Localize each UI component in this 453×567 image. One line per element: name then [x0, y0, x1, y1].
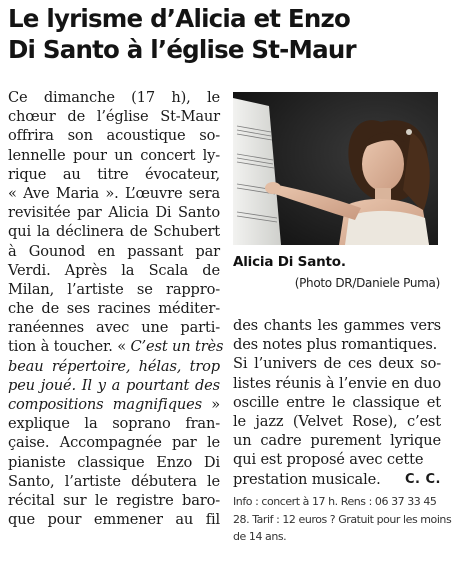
- article-body-left-column: [8, 88, 224, 529]
- article-headline: [8, 3, 448, 65]
- body-line: çaise. Accompagnée par le: [8, 434, 220, 452]
- body-line: des notes plus romantiques.: [233, 336, 438, 354]
- info-line: Info : concert à 17 h. Rens : 06 37 33 45: [233, 495, 437, 508]
- article-photo: [233, 92, 438, 245]
- body-line: « Ave Maria ». L’œuvre sera: [8, 184, 220, 202]
- photo-credit: (Photo DR/Daniele Puma): [294, 276, 440, 290]
- body-line: récital sur le registre baro-: [8, 491, 220, 509]
- quote-text: C’est un très: [130, 338, 224, 356]
- quote-text: compositions magnifiques: [8, 396, 202, 413]
- info-line: de 14 ans.: [233, 530, 287, 543]
- body-line: rique au titre évocateur,: [8, 165, 220, 183]
- body-line: le jazz (Velvet Rose), c’est: [233, 412, 441, 430]
- body-line: explique la soprano fran-: [8, 415, 220, 433]
- body-line: Verdi. Après la Scala de: [8, 261, 220, 279]
- body-text: prestation musicale.: [233, 470, 381, 488]
- event-info: [233, 493, 452, 546]
- body-line: oscille entre le classique et: [233, 393, 441, 411]
- body-line: des chants les gammes vers: [233, 317, 441, 334]
- body-line-final: [233, 470, 441, 489]
- headline-line-2: Di Santo à l’église St-Maur: [8, 35, 356, 64]
- photo-caption-name: Alicia Di Santo.: [233, 254, 346, 270]
- article-body-right-column: [233, 316, 441, 489]
- quote-open: tion à toucher. «: [8, 338, 131, 356]
- body-line: Milan, l’artiste se rappro-: [8, 280, 220, 298]
- body-line: lennelle pour un concert ly-: [8, 146, 220, 164]
- body-line: listes réunis à l’envie en duo: [233, 374, 441, 392]
- quote-text: peu joué. Il y a pourtant des: [8, 376, 220, 394]
- headline-line-1: Le lyrisme d’Alicia et Enzo: [8, 4, 350, 33]
- body-line-quote: [8, 376, 220, 395]
- body-line-quote-end: [8, 395, 220, 414]
- quote-close: »: [201, 396, 220, 413]
- body-line: pianiste classique Enzo Di: [8, 453, 220, 471]
- body-line: qui la déclinera de Schubert: [8, 223, 220, 241]
- body-line-quote: [8, 357, 220, 376]
- body-line: offrira son acoustique so-: [8, 127, 220, 145]
- body-line: Si l’univers de ces deux so-: [233, 355, 441, 373]
- author-signature: C. C.: [405, 471, 441, 487]
- body-line: à Gounod en passant par: [8, 242, 220, 260]
- body-line: Ce dimanche (17 h), le: [8, 89, 220, 106]
- body-line: qui est proposé avec cette: [233, 451, 424, 469]
- body-line: revisitée par Alicia Di Santo: [8, 204, 220, 222]
- body-line-quote-start: [8, 337, 224, 356]
- body-line: que pour emmener au fil: [8, 511, 220, 529]
- body-line: che de ses racines méditer-: [8, 300, 220, 318]
- info-line: 28. Tarif : 12 euros ? Gratuit pour les moins: [233, 512, 452, 526]
- body-line: chœur de l’église St-Maur: [8, 108, 220, 126]
- quote-text: beau répertoire, hélas, trop: [8, 357, 220, 375]
- portrait-photo: [233, 92, 438, 245]
- body-line: Santo, l’artiste débutera le: [8, 472, 220, 490]
- body-line: un cadre purement lyrique: [233, 432, 441, 450]
- body-line: ranéennes avec une parti-: [8, 319, 220, 337]
